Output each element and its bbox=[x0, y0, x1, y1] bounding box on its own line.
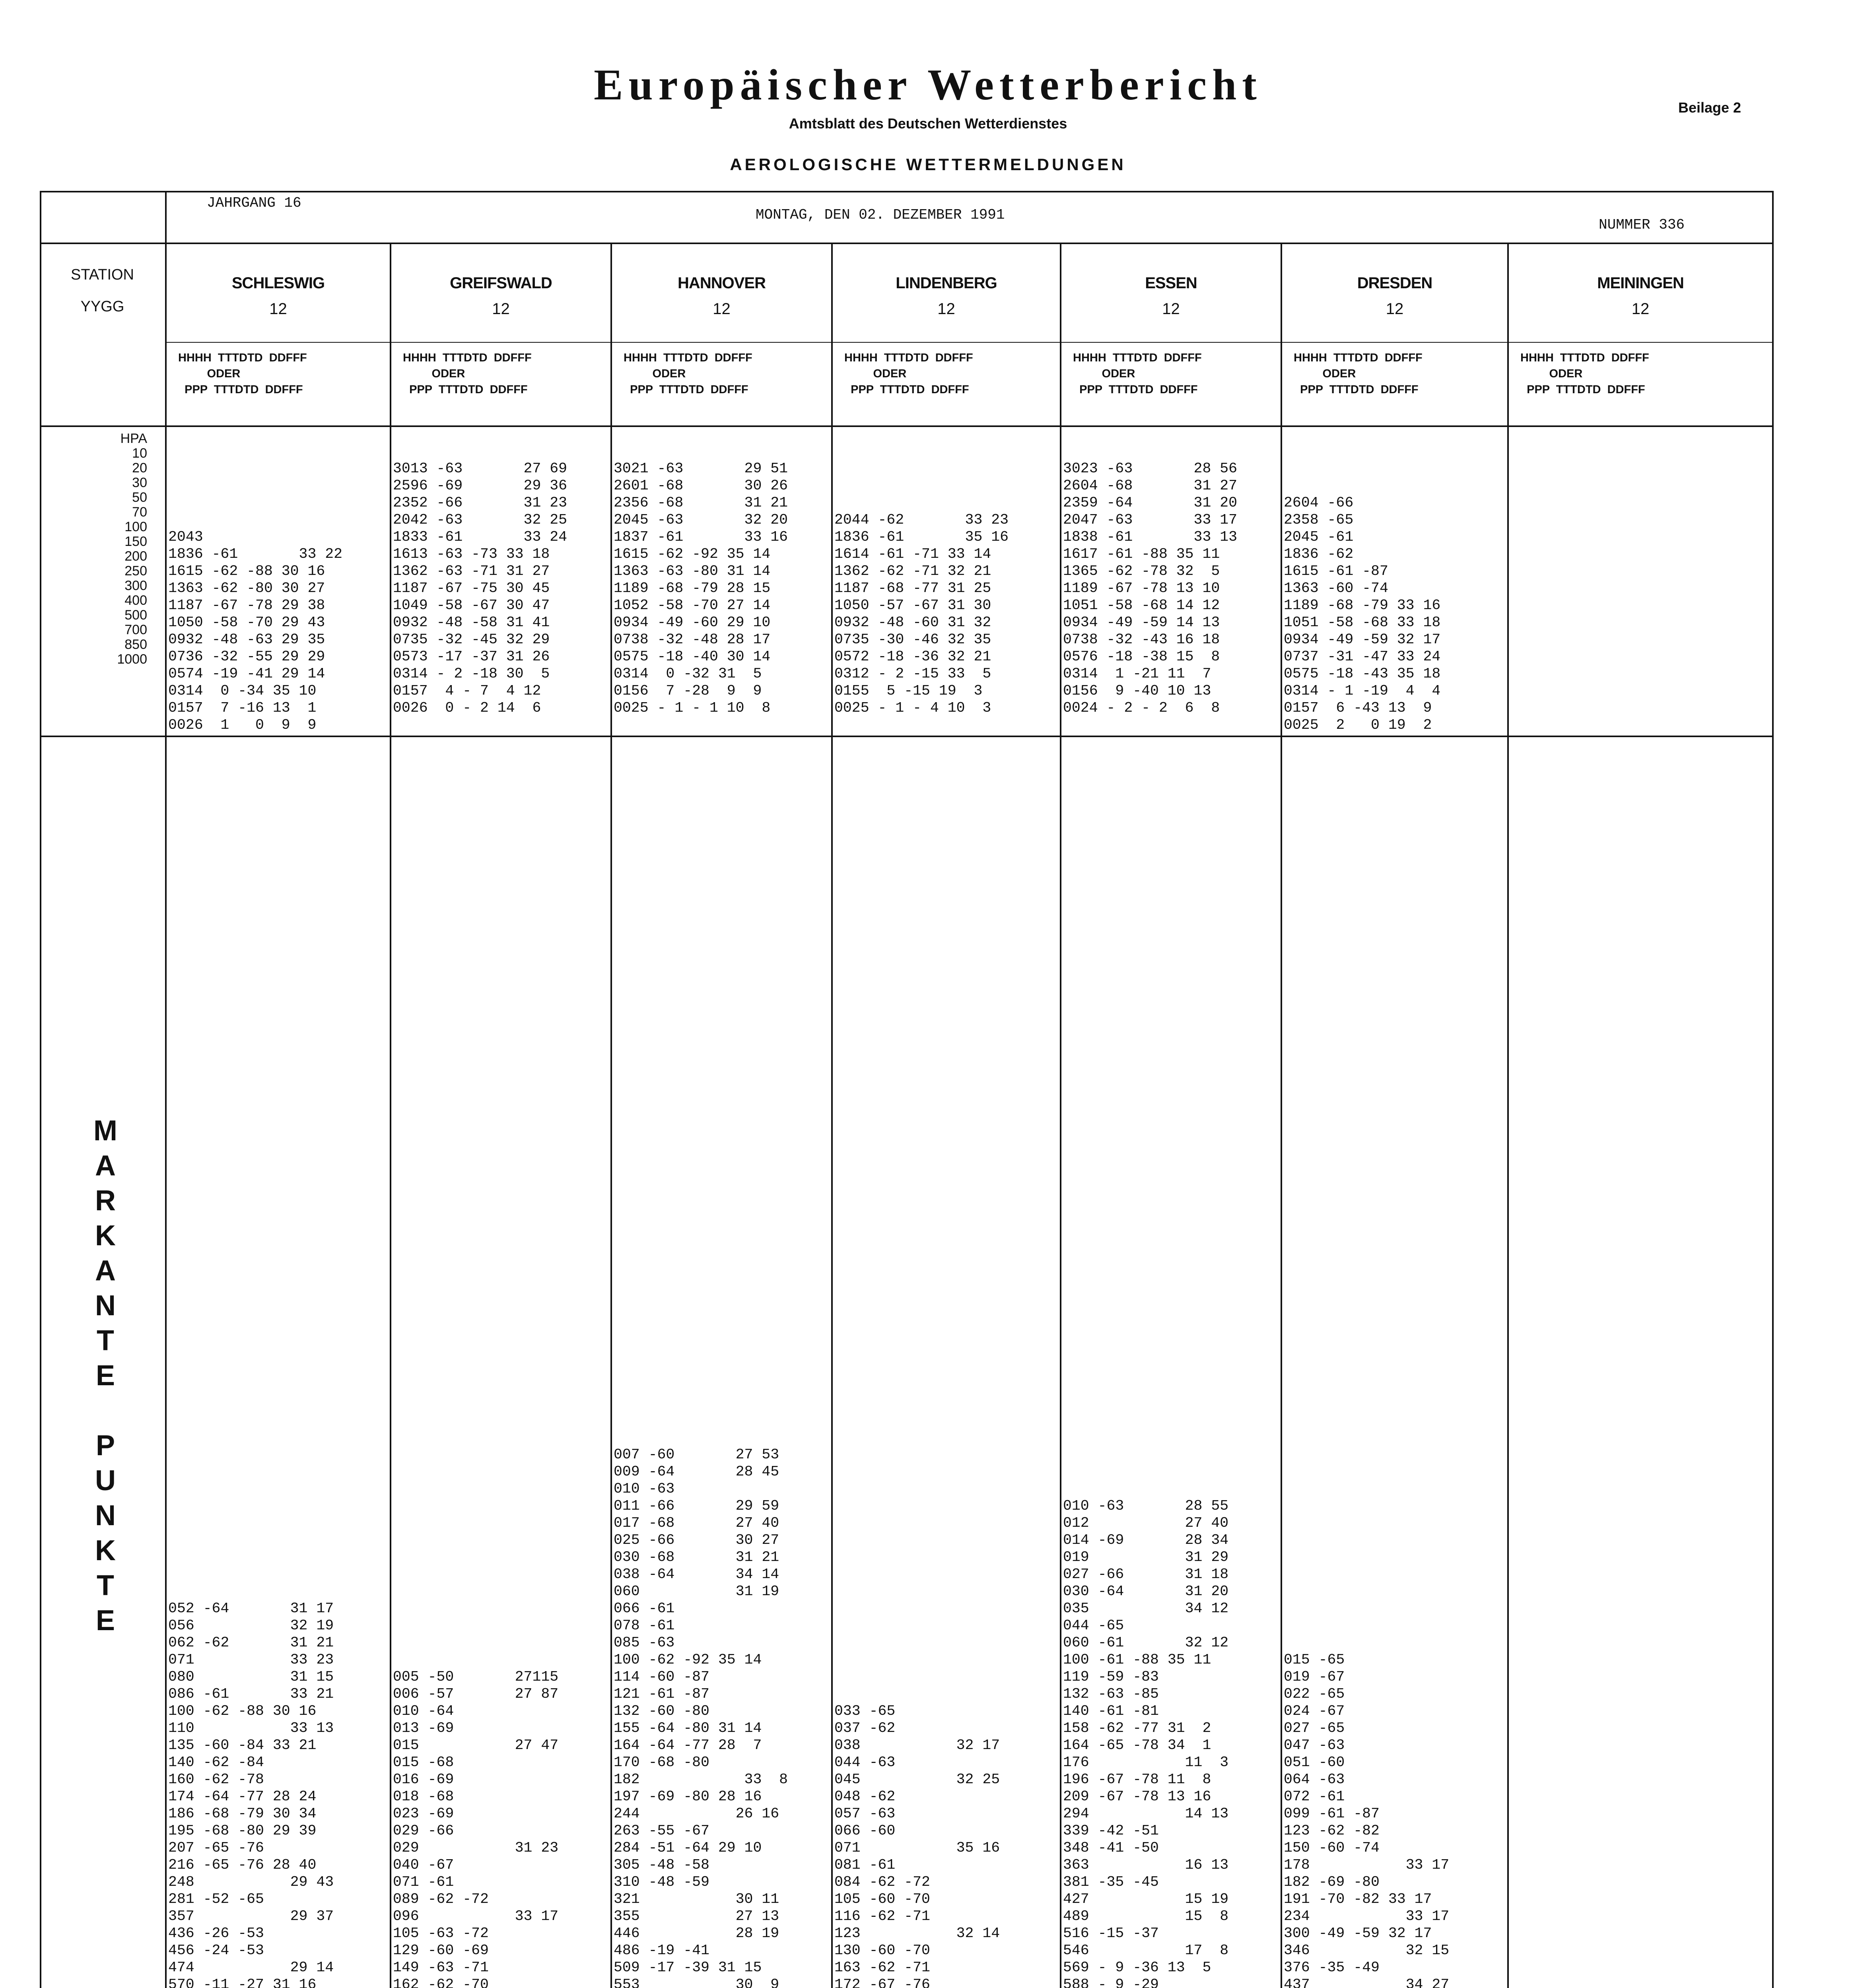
station-name: HANNOVER bbox=[678, 274, 766, 292]
pressure-levels-label: HPA 10 20 30 50 70 100 150 200 250 300 400 500 700 850 1000 bbox=[117, 431, 147, 667]
frame-left bbox=[40, 191, 41, 1988]
significant-points-data: 033 -65 037 -62 038 32 17 044 -63 045 32 25 048 -62 057 -63 066 -60 071 35 16 081 -61 084 -62 -72 105 -60 -70 116 -62 -71 123 32 14 130 -60 -70 163 -62 -71 172 -67 -76 bbox=[834, 1703, 1000, 1988]
supplement-label: Beilage 2 bbox=[1678, 99, 1741, 116]
station-name: ESSEN bbox=[1145, 274, 1197, 292]
station-name: GREIFSWALD bbox=[450, 274, 552, 292]
issue-number: NUMMER 336 bbox=[1599, 217, 1685, 233]
column-header: HHHH TTTDTD DDFFF ODER PPP TTTDTD DDFFF bbox=[1520, 351, 1649, 396]
yygg-label: YYGG bbox=[80, 298, 124, 315]
col-sep-5 bbox=[1281, 243, 1282, 1988]
station-label: STATION bbox=[70, 266, 134, 283]
significant-points-data: 005 -50 27115 006 -57 27 87 010 -64 013 -69 015 27 47 015 -68 016 -69 018 -68 023 -69 029 -66 029 31 23 040 -67 071 -61 089 -62 -72 096 33 17 105 -63 -72 129 -60 -69 149 -63 -71 162 -62 -70 bbox=[393, 1669, 559, 1988]
column-header: HHHH TTTDTD DDFFF ODER PPP TTTDTD DDFFF bbox=[178, 351, 307, 396]
significant-points-data: 015 -65 019 -67 022 -65 024 -67 027 -65 047 -63 051 -60 064 -63 072 -61 099 -61 -87 123 -62 -82 150 -60 -74 178 33 17 182 -69 -80 191 -70 -82 33 17 234 33 17 300 -49 -59 32 17 346 32 15 376 -35 -49 437 34 27 bbox=[1284, 1652, 1450, 1988]
significant-points-data: 010 -63 28 55 012 27 40 014 -69 28 34 019 31 29 027 -66 31 18 030 -64 31 20 035 34 12 044 -65 060 -61 32 12 100 -61 -88 35 11 119 -59 -83 132 -63 -85 140 -61 -81 158 -62 -77 31 2 164 -65 -78 34 1 176 11 3 196 -67 -78 11 8 209 -67 -78 13 16 294 14 13 339 -42 -51 348 -41 -50 363 16 13 381 -35 -45 427 15 19 489 15 8 516 -15 -37 546 17 8 569 - 9 -36 13 5 588 - 9 -29 bbox=[1063, 1498, 1229, 1988]
column-header: HHHH TTTDTD DDFFF ODER PPP TTTDTD DDFFF bbox=[403, 351, 532, 396]
station-name: LINDENBERG bbox=[896, 274, 997, 292]
col-sep-1 bbox=[390, 243, 391, 1988]
standard-level-data: 2604 -66 2358 -65 2045 -61 1836 -62 1615 -61 -87 1363 -60 -74 1189 -68 -79 33 16 1051 -58 -68 33 18 0934 -49 -59 32 17 0737 -31 -47 33 24 0575 -18 -43 35 18 0314 - 1 -19 4 4 0157 6 -43 13 9 0025 2 0 19 2 bbox=[1284, 495, 1441, 733]
frame-top bbox=[40, 191, 1774, 192]
standard-level-data: 2043 1836 -61 33 22 1615 -62 -88 30 16 1363 -62 -80 30 27 1187 -67 -78 29 38 1050 -58 -70 29 43 0932 -48 -63 29 35 0736 -32 -55 29 29 0574 -19 -41 29 14 0314 0 -34 35 10 0157 7 -16 13 1 0026 1 0 9 9 bbox=[168, 529, 343, 733]
station-hour: 12 bbox=[713, 300, 731, 318]
station-hour: 12 bbox=[1162, 300, 1180, 318]
frame-header-bottom bbox=[40, 425, 1774, 427]
standard-level-data: 2044 -62 33 23 1836 -61 35 16 1614 -61 -71 33 14 1362 -62 -71 32 21 1187 -68 -77 31 25 1050 -57 -67 31 30 0932 -48 -60 31 32 0735 -30 -46 32 35 0572 -18 -36 32 21 0312 - 2 -15 33 5 0155 5 -15 19 3 0025 - 1 - 4 10 3 bbox=[834, 512, 1009, 716]
volume-label: JAHRGANG 16 bbox=[207, 195, 301, 211]
significant-points-data: 052 -64 31 17 056 32 19 062 -62 31 21 071 33 23 080 31 15 086 -61 33 21 100 -62 -88 30 16 110 33 13 135 -60 -84 33 21 140 -62 -84 160 -62 -78 174 -64 -77 28 24 186 -68 -79 30 34 195 -68 -80 29 39 207 -65 -76 216 -65 -76 28 40 248 29 43 281 -52 -65 357 29 37 436 -26 -53 456 -24 -53 474 29 14 570 -11 -27 31 16 bbox=[168, 1600, 334, 1988]
station-hour: 12 bbox=[1631, 300, 1650, 318]
standard-level-data: 3023 -63 28 56 2604 -68 31 27 2359 -64 31 20 2047 -63 33 17 1838 -61 33 13 1617 -61 -88 35 11 1365 -62 -78 32 5 1189 -67 -78 13 10 1051 -58 -68 14 12 0934 -49 -59 14 13 0738 -32 -43 16 18 0576 -18 -38 15 8 0314 1 -21 11 7 0156 9 -40 10 13 0024 - 2 - 2 6 8 bbox=[1063, 460, 1238, 716]
issue-date: MONTAG, DEN 02. DEZEMBER 1991 bbox=[756, 207, 1005, 223]
station-hour: 12 bbox=[269, 300, 287, 318]
standard-level-data: 3013 -63 27 69 2596 -69 29 36 2352 -66 31 23 2042 -63 32 25 1833 -61 33 24 1613 -63 -73 33 18 1362 -63 -71 31 27 1187 -67 -75 30 45 1049 -58 -67 30 47 0932 -48 -58 31 41 0735 -32 -45 32 29 0573 -17 -37 31 26 0314 - 2 -18 30 5 0157 4 - 7 4 12 0026 0 - 2 14 6 bbox=[393, 460, 567, 716]
col-sep-4 bbox=[1060, 243, 1061, 1988]
frame-right bbox=[1772, 191, 1774, 1988]
col-sep-3 bbox=[831, 243, 833, 1988]
station-hour: 12 bbox=[492, 300, 510, 318]
column-header: HHHH TTTDTD DDFFF ODER PPP TTTDTD DDFFF bbox=[844, 351, 973, 396]
report-subtitle: Amtsblatt des Deutschen Wetterdienstes bbox=[789, 115, 1067, 132]
station-hour: 12 bbox=[937, 300, 955, 318]
frame-standard-bottom bbox=[40, 736, 1774, 737]
standard-level-data: 3021 -63 29 51 2601 -68 30 26 2356 -68 31 21 2045 -63 32 20 1837 -61 33 16 1615 -62 -92 35 14 1363 -63 -80 31 14 1189 -68 -79 28 15 1052 -58 -70 27 14 0934 -49 -60 29 10 0738 -32 -48 28 17 0575 -18 -40 30 14 0314 0 -32 31 5 0156 7 -28 9 9 0025 - 1 - 1 10 8 bbox=[614, 460, 788, 716]
station-name: MEININGEN bbox=[1597, 274, 1684, 292]
station-hour: 12 bbox=[1386, 300, 1404, 318]
section-title: AEROLOGISCHE WETTERMELDUNGEN bbox=[730, 155, 1126, 174]
column-header: HHHH TTTDTD DDFFF ODER PPP TTTDTD DDFFF bbox=[1073, 351, 1202, 396]
column-header: HHHH TTTDTD DDFFF ODER PPP TTTDTD DDFFF bbox=[1294, 351, 1423, 396]
col-sep-6 bbox=[1507, 243, 1509, 1988]
markante-punkte-label: M A R K A N T E P U N K T E bbox=[93, 1115, 117, 1637]
report-title: Europäischer Wetterbericht bbox=[594, 60, 1262, 109]
col-sep-0 bbox=[165, 191, 167, 1988]
significant-points-data: 007 -60 27 53 009 -64 28 45 010 -63 011 -66 29 59 017 -68 27 40 025 -66 30 27 030 -68 31 21 038 -64 34 14 060 31 19 066 -61 078 -61 085 -63 100 -62 -92 35 14 114 -60 -87 121 -61 -87 132 -60 -80 155 -64 -80 31 14 164 -64 -77 28 7 170 -68 -80 182 33 8 197 -69 -80 28 16 244 26 16 263 -55 -67 284 -51 -64 29 10 305 -48 -58 310 -48 -59 321 30 11 355 27 13 446 28 19 486 -19 -41 509 -17 -39 31 15 553 30 9 bbox=[614, 1446, 788, 1988]
subheader-divider bbox=[165, 342, 1774, 343]
station-name: DRESDEN bbox=[1357, 274, 1432, 292]
column-header: HHHH TTTDTD DDFFF ODER PPP TTTDTD DDFFF bbox=[624, 351, 752, 396]
station-name: SCHLESWIG bbox=[231, 274, 325, 292]
frame-info-bottom bbox=[40, 243, 1774, 244]
col-sep-2 bbox=[610, 243, 612, 1988]
